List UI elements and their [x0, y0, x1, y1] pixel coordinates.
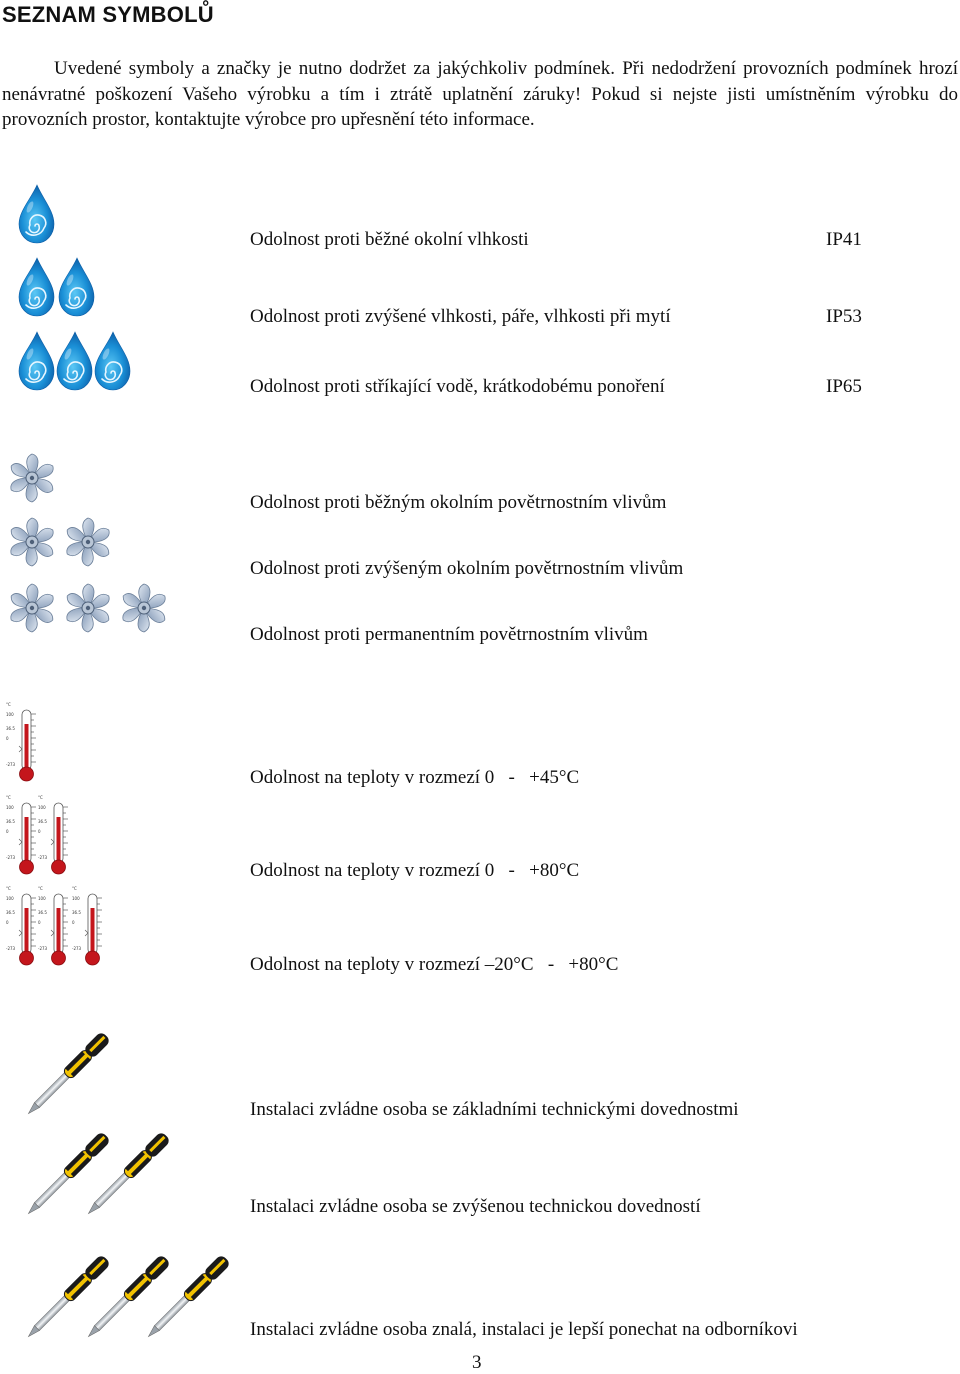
humidity-icons-row-2: [18, 258, 98, 318]
installation-icons-row-1: [0, 1020, 110, 1120]
weather-label-1: Odolnost proti běžným okolním povětrnostním vlivům: [250, 492, 667, 513]
thermometer-icon: [6, 702, 36, 781]
temperature-label-2: Odolnost na teploty v rozmezí 0 - +80°C: [250, 860, 580, 881]
humidity-icons-row-3: [18, 332, 134, 392]
humidity-icons-row-1: [18, 185, 58, 245]
weather-icons-row-3: [6, 582, 172, 636]
water-drop-icon: [19, 332, 54, 390]
temperature-label-3: Odolnost na teploty v rozmezí –20°C - +80°C: [250, 954, 619, 975]
page-title: SEZNAM SYMBOLŮ: [2, 2, 214, 27]
weather-label-2: Odolnost proti zvýšeným okolním povětrnostním vlivům: [250, 558, 684, 579]
weather-icons-row-2: [6, 516, 116, 570]
humidity-label-3: Odolnost proti stříkající vodě, krátkodobému ponoření: [250, 376, 665, 397]
fan-icon: [63, 583, 113, 633]
temperature-icons-row-3: [6, 886, 110, 968]
installation-label-1: Instalaci zvládne osoba se základními technickými dovednostmi: [250, 1099, 739, 1120]
humidity-code-3: IP65: [826, 376, 862, 397]
installation-label-3: Instalaci zvládne osoba znalá, instalaci je lepší ponechat na odborníkovi: [250, 1319, 798, 1340]
thermometer-icon: [38, 795, 68, 874]
temperature-icons-row-2: [6, 795, 76, 877]
screwdriver-icon: [23, 1031, 111, 1119]
thermometer-icon: [72, 886, 102, 965]
installation-icons-row-3: [0, 1243, 230, 1343]
water-drop-icon: [95, 332, 130, 390]
thermometer-icon: [38, 886, 68, 965]
installation-label-2: Instalaci zvládne osoba se zvýšenou technickou dovedností: [250, 1196, 701, 1217]
humidity-code-1: IP41: [826, 229, 862, 250]
temperature-icons-row-1: [6, 702, 42, 784]
intro-text: Uvedené symboly a značky je nutno dodržet za jakýchkoliv podmínek. Při nedodržení provozních podmínek hrozí nenávratné poškození Vašeho výrobku a tím i ztrátě uplatnění záruky! Pokud si nejste jisti umístněním výrobku do provozních prostor, kontaktujte výrobce pro upřesnění této informace.: [2, 58, 958, 130]
fan-icon: [7, 517, 57, 567]
humidity-label-1: Odolnost proti běžné okolní vlhkosti: [250, 229, 529, 250]
installation-icons-row-2: [0, 1120, 170, 1220]
water-drop-icon: [59, 258, 94, 316]
weather-label-3: Odolnost proti permanentním povětrnostním vlivům: [250, 624, 648, 645]
water-drop-icon: [19, 258, 54, 316]
weather-icons-row-1: [6, 452, 60, 506]
thermometer-icon: [6, 886, 36, 965]
fan-icon: [7, 453, 57, 503]
intro-paragraph: [2, 56, 958, 133]
page-number: 3: [472, 1352, 482, 1373]
water-drop-icon: [19, 185, 54, 243]
fan-icon: [7, 583, 57, 633]
humidity-code-2: IP53: [826, 306, 862, 327]
humidity-label-2: Odolnost proti zvýšené vlhkosti, páře, vlhkosti při mytí: [250, 306, 671, 327]
temperature-label-1: Odolnost na teploty v rozmezí 0 - +45°C: [250, 767, 580, 788]
thermometer-icon: [6, 795, 36, 874]
water-drop-icon: [57, 332, 92, 390]
fan-icon: [119, 583, 169, 633]
fan-icon: [63, 517, 113, 567]
